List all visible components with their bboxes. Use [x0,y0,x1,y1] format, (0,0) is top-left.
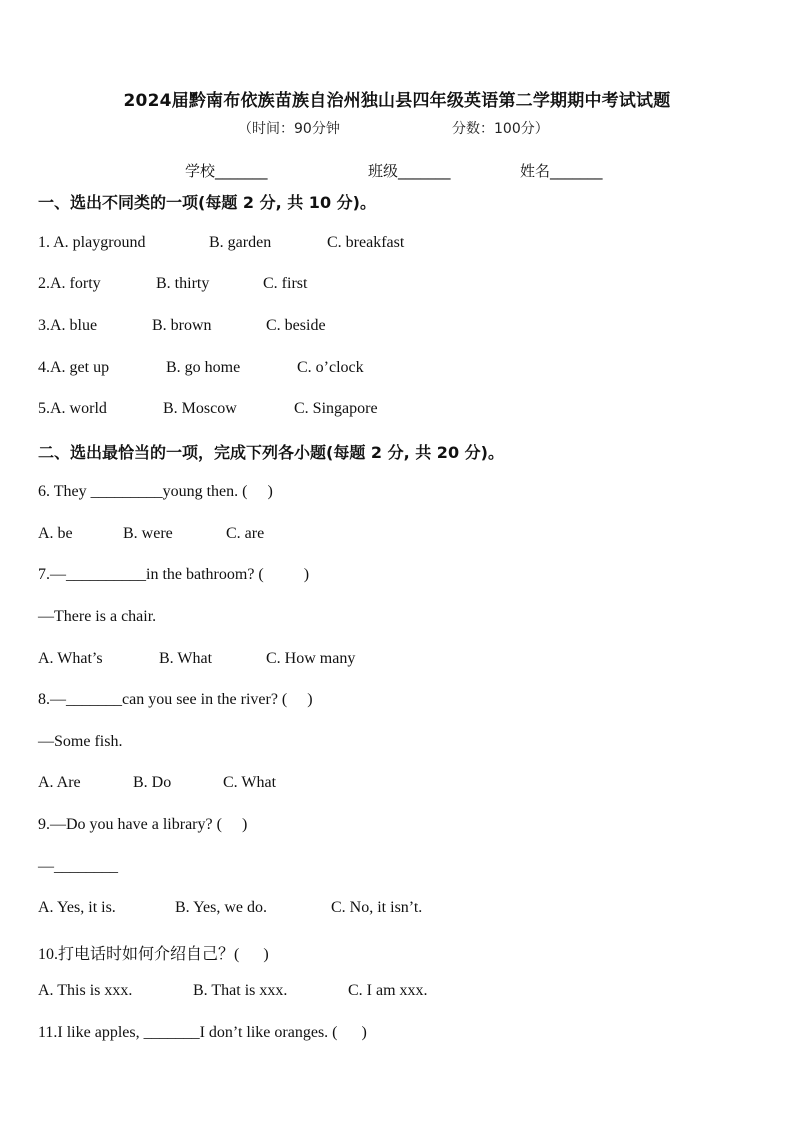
q8-option-a: A. Are [38,774,81,791]
q2-option-b: B. thirty [156,275,210,292]
q1-option-a: 1. A. playground [38,234,146,251]
q9-stem: 9.—Do you have a library? ( ) [38,816,248,833]
q8-option-b: B. Do [133,774,172,791]
q10-option-c: C. I am xxx. [348,982,428,999]
q5-option-a: 5.A. world [38,400,107,417]
page-title: 2024届黔南布依族苗族自治州独山县四年级英语第二学期期中考试试题 [123,91,671,111]
q9-option-a: A. Yes, it is. [38,899,116,916]
q10-option-a: A. This is xxx. [38,982,133,999]
q8-stem: 8.—_______can you see in the river? ( ) [38,691,313,708]
q3-option-b: B. brown [152,317,212,334]
q10-stem: 10.打电话时如何介绍自己？( ) [38,946,269,963]
q7-stem: 7.—__________in the bathroom? ( ) [38,566,310,583]
q7-option-c: C. How many [266,650,356,667]
q11-stem: 11.I like apples, _______I don’t like oranges. ( ) [38,1024,367,1041]
q8-reply: —Some fish. [38,733,123,750]
q1-option-b: B. garden [209,234,272,251]
q9-reply: —________ [38,858,118,875]
q9-option-c: C. No, it isn’t. [331,899,423,916]
q6-stem: 6. They _________young then. ( ) [38,483,273,500]
q2-option-c: C. first [263,275,308,292]
q5-option-b: B. Moscow [163,400,237,417]
q6-option-a: A. be [38,525,73,542]
class-field: 班级_______ [368,162,451,180]
q1-option-c: C. breakfast [327,234,405,251]
q2-option-a: 2.A. forty [38,275,101,292]
q6-option-b: B. were [123,525,173,542]
q10-option-b: B. That is xxx. [193,982,288,999]
q4-option-c: C. o’clock [297,359,364,376]
score-label: 分数：100分） [452,121,549,137]
q7-option-b: B. What [159,650,213,667]
section-2-heading: 二、选出最恰当的一项，完成下列各小题(每题 2 分, 共 20 分)。 [38,443,504,462]
q7-option-a: A. What’s [38,650,103,667]
q7-reply: —There is a chair. [38,608,157,625]
q8-option-c: C. What [223,774,277,791]
section-1-heading: 一、选出不同类的一项(每题 2 分, 共 10 分)。 [38,193,376,212]
time-label: （时间：90分钟 [238,121,340,137]
q3-option-c: C. beside [266,317,326,334]
q4-option-b: B. go home [166,359,241,376]
school-field: 学校_______ [185,162,268,180]
name-field: 姓名_______ [520,162,603,180]
q5-option-c: C. Singapore [294,400,378,417]
q4-option-a: 4.A. get up [38,359,110,376]
q3-option-a: 3.A. blue [38,317,98,334]
q9-option-b: B. Yes, we do. [175,899,268,916]
q6-option-c: C. are [226,525,265,542]
